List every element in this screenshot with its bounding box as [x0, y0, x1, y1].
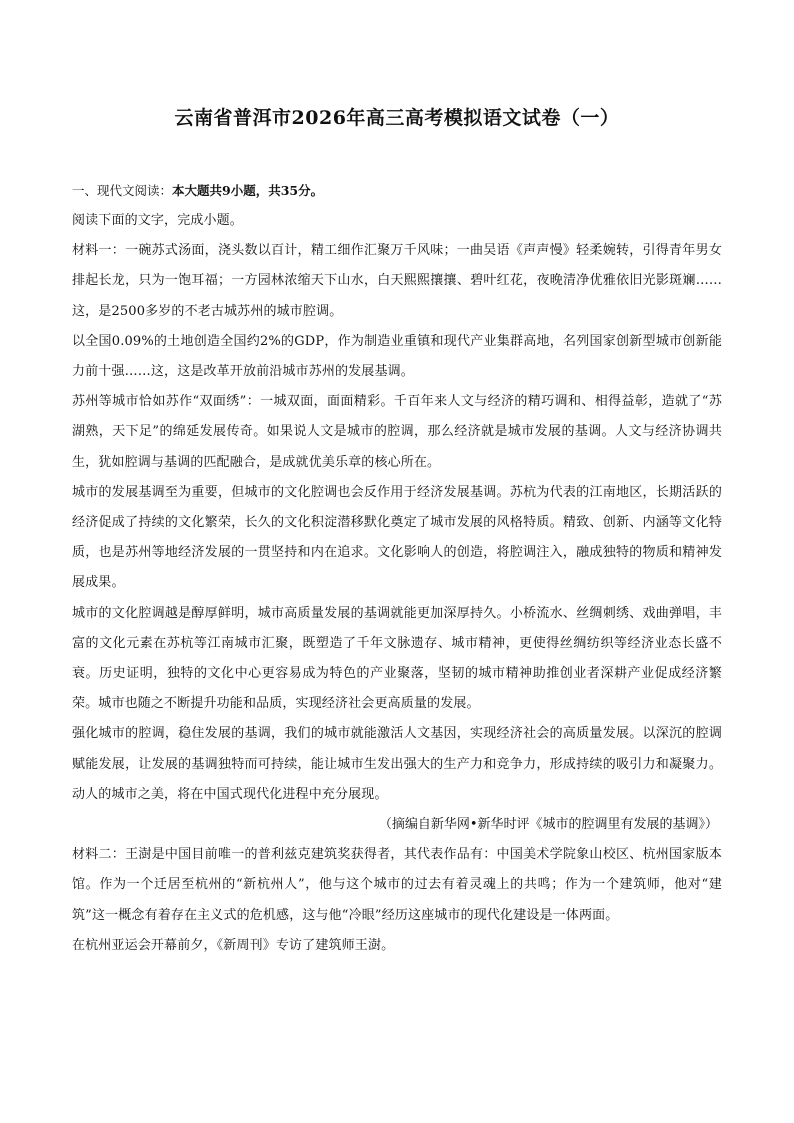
section-prefix: 一、现代文阅读：: [72, 183, 173, 198]
body-paragraph: 强化城市的腔调，稳住发展的基调，我们的城市就能激活人文基因，实现经济社会的高质量发展。以深沉的腔调赋能发展，让发展的基调独特而可持续，能让城市生发出强大的生产力和竞争力，形成持续的吸引力和凝聚力。动人的城市之美，将在中国式现代化进程中充分展现。: [72, 726, 722, 802]
section-heading: [72, 176, 722, 206]
material-two-intro-paragraph: 材料二：王澍是中国目前唯一的普利兹克建筑奖获得者，其代表作品有：中国美术学院象山校区、杭州国家版本馆。作为一个迁居至杭州的“新杭州人”，他与这个城市的过去有着灵魂上的共鸣；作为一个建筑师，他对“建筑”这一概念有着存在主义式的危机感，这与他“冷眼”经历这座城市的现代化建设是一体两面。: [72, 847, 722, 923]
section-description: 本大题共9小题，共35分。: [172, 183, 324, 198]
body-paragraph: 以全国0.09%的土地创造全国约2%的GDP，作为制造业重镇和现代产业集群高地，名列国家创新型城市创新能力前十强……这，这是改革开放前沿城市苏州的发展基调。: [72, 333, 722, 380]
body-paragraph: 城市的发展基调至为重要，但城市的文化腔调也会反作用于经济发展基调。苏杭为代表的江南地区，长期活跃的经济促成了持续的文化繁荣，长久的文化积淀潜移默化奠定了城市发展的风格特质。精致、创新、内涵等文化特质，也是苏州等地经济发展的一贯坚持和内在追求。文化影响人的创造，将腔调注入，融成独特的物质和精神发展成果。: [72, 484, 722, 591]
body-paragraph: 苏州等城市恰如苏作“双面绣”：一城双面，面面精彩。千百年来人文与经济的精巧调和、相得益彰，造就了“苏湖熟，天下足”的绵延发展传奇。如果说人文是城市的腔调，那么经济就是城市发展的基调。人文与经济协调共生，犹如腔调与基调的匹配融合，是成就优美乐章的核心所在。: [72, 394, 722, 470]
reading-instruction: 阅读下面的文字，完成小题。: [72, 213, 243, 228]
body-paragraph: 在杭州亚运会开幕前夕，《新周刊》专访了建筑师王澍。: [72, 937, 395, 953]
exam-title: 云南省普洱市2026年高三高考模拟语文试卷（一）: [174, 107, 620, 129]
source-citation: （摘编自新华网•新华时评《城市的腔调里有发展的基调》）: [378, 817, 718, 833]
material-one-intro-paragraph: 材料一：一碗苏式汤面，浇头数以百计，精工细作汇聚万千风味；一曲吴语《声声慢》轻柔婉转，引得青年男女排起长龙，只为一饱耳福；一方园林浓缩天下山水，白天熙熙攘攘、碧叶红花，夜晚清净优雅依旧光影斑斓……这，是2500多岁的不老古城苏州的城市腔调。: [72, 243, 722, 319]
body-paragraph: 城市的文化腔调越是醇厚鲜明，城市高质量发展的基调就能更加深厚持久。小桥流水、丝绸刺绣、戏曲弹唱，丰富的文化元素在苏杭等江南城市汇聚，既塑造了千年文脉遗存、城市精神，更使得丝绸纺织等经济业态长盛不衰。历史证明，独特的文化中心更容易成为特色的产业聚落，坚韧的城市精神助推创业者深耕产业促成经济繁荣。城市也随之不断提升功能和品质，实现经济社会更高质量的发展。: [72, 605, 722, 712]
